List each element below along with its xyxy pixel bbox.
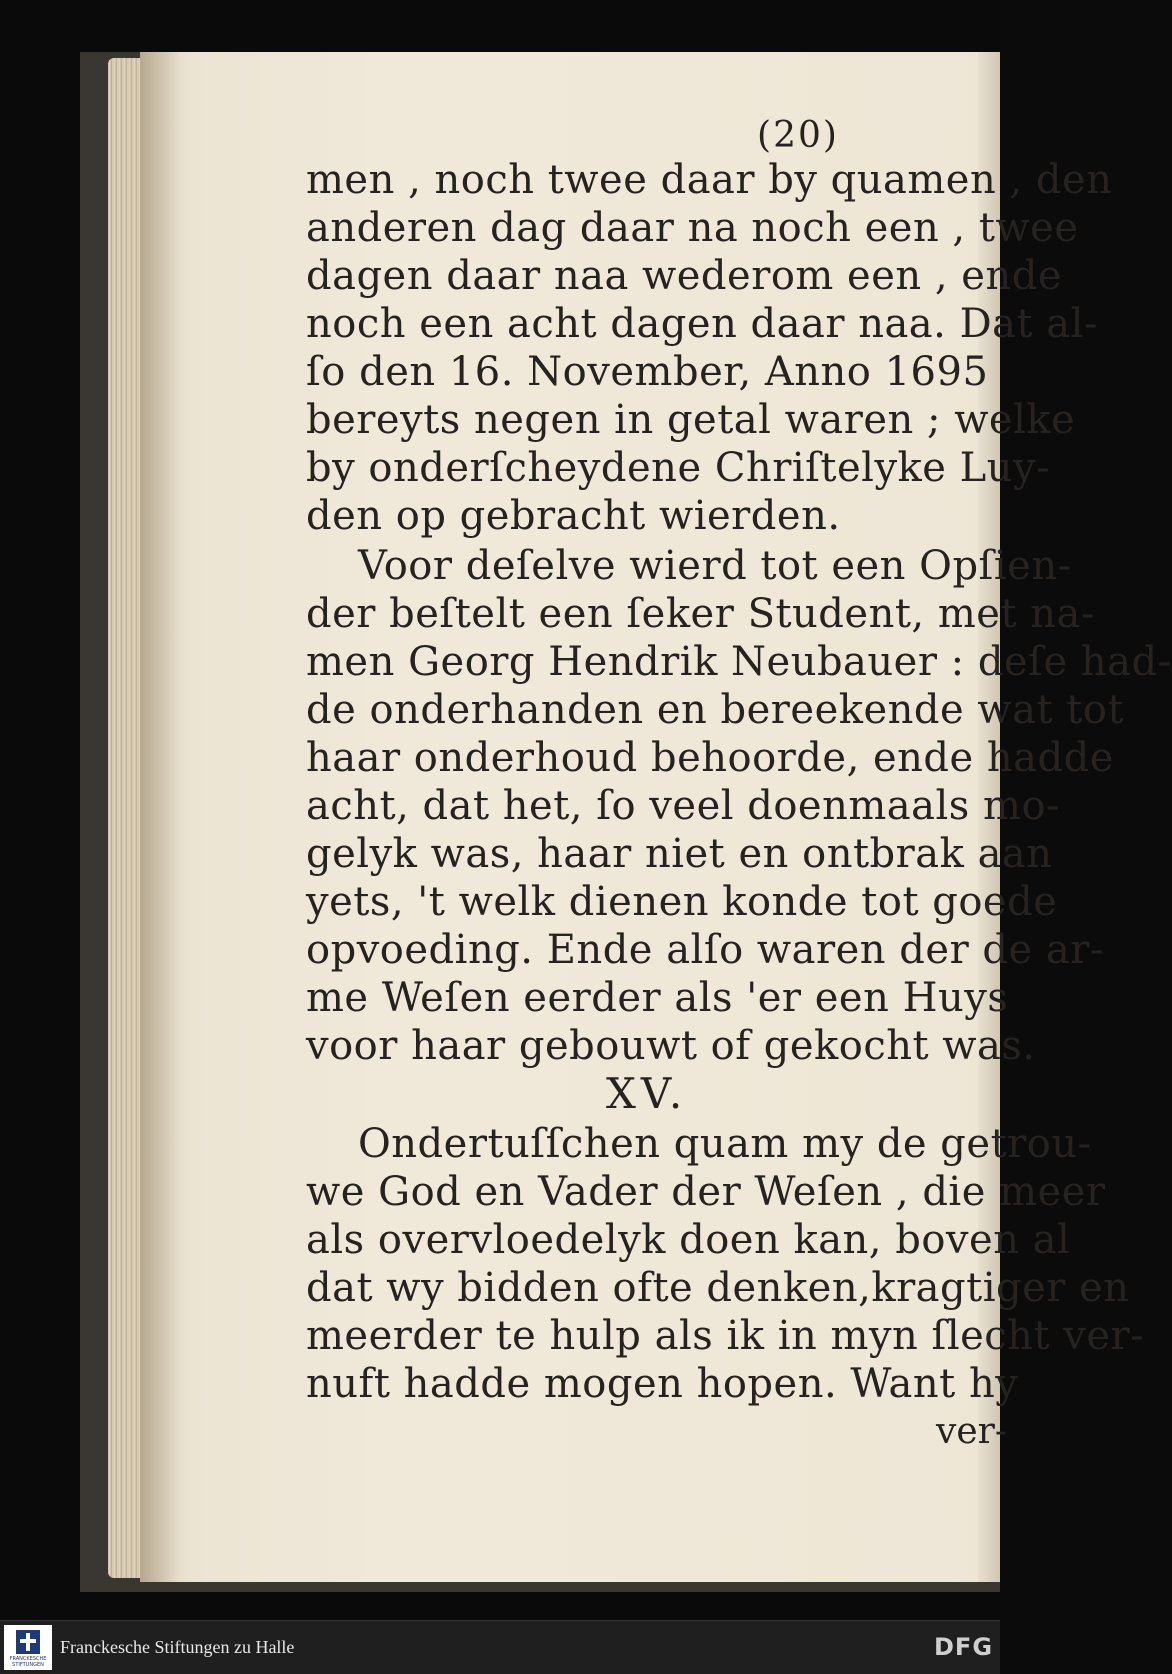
text-line: dat wy bidden ofte denken,kragtiger en xyxy=(306,1265,1130,1311)
text-line: dagen daar naa wederom een , ende xyxy=(306,253,1063,299)
text-line: noch een acht dagen daar naa. Dat al- xyxy=(306,301,1098,347)
text-line: we God en Vader der Weſen , die meer xyxy=(306,1169,1106,1215)
text-line: meerder te hulp als ik in myn ſlecht ver- xyxy=(306,1313,1145,1359)
text-line: voor haar gebouwt of gekocht was. xyxy=(306,1023,1036,1069)
page-number: (20) xyxy=(757,115,839,156)
text-line: by onderſcheydene Chriſtelyke Luy- xyxy=(306,445,1051,491)
text-line: acht, dat het, ſo veel doenmaals mo- xyxy=(306,783,1061,829)
text-line: yets, 't welk dienen konde tot goede xyxy=(306,879,1058,925)
text-line: men Georg Hendrik Neubauer : deſe had- xyxy=(306,639,1172,685)
franckesche-logo[interactable] xyxy=(4,1625,52,1670)
text-line: men , noch twee daar by quamen , den xyxy=(306,157,1113,203)
logo-caption: FRANCKESCHE STIFTUNGEN xyxy=(9,1656,47,1668)
text-line: ſo den 16. November, Anno 1695 xyxy=(306,349,989,395)
text-line: haar onderhoud behoorde, ende hadde xyxy=(306,735,1114,781)
text-line: anderen dag daar na noch een , twee xyxy=(306,205,1079,251)
text-line: als overvloedelyk doen kan, boven al xyxy=(306,1217,1071,1263)
text-line: opvoeding. Ende alſo waren der de ar- xyxy=(306,927,1104,973)
page-text-block xyxy=(306,112,1172,1452)
section-heading: XV. xyxy=(606,1069,688,1118)
text-line: den op gebracht wierden. xyxy=(306,493,841,539)
institution-link[interactable]: Franckesche Stiftungen zu Halle xyxy=(60,1637,295,1657)
text-line: nuft hadde mogen hopen. Want hy xyxy=(306,1361,1019,1407)
text-line: me Weſen eerder als 'er een Huys xyxy=(306,975,1009,1021)
text-line: Voor deſelve wierd tot een Opſien- xyxy=(358,543,1072,589)
viewer-footer-bar xyxy=(0,1620,1000,1674)
text-line: Ondertuſſchen quam my de getrou- xyxy=(358,1121,1092,1167)
dfg-logo[interactable]: DFG xyxy=(934,1633,994,1661)
text-line: der beſtelt een ſeker Student, met na- xyxy=(306,591,1095,637)
text-line: bereyts negen in getal waren ; welke xyxy=(306,397,1076,443)
text-line: gelyk was, haar niet en ontbrak aan xyxy=(306,831,1053,877)
catchword: ver- xyxy=(936,1411,1008,1452)
text-line: de onderhanden en bereekende wat tot xyxy=(306,687,1125,733)
franckesche-logo-icon xyxy=(16,1630,40,1654)
gutter-shadow xyxy=(140,52,180,1582)
